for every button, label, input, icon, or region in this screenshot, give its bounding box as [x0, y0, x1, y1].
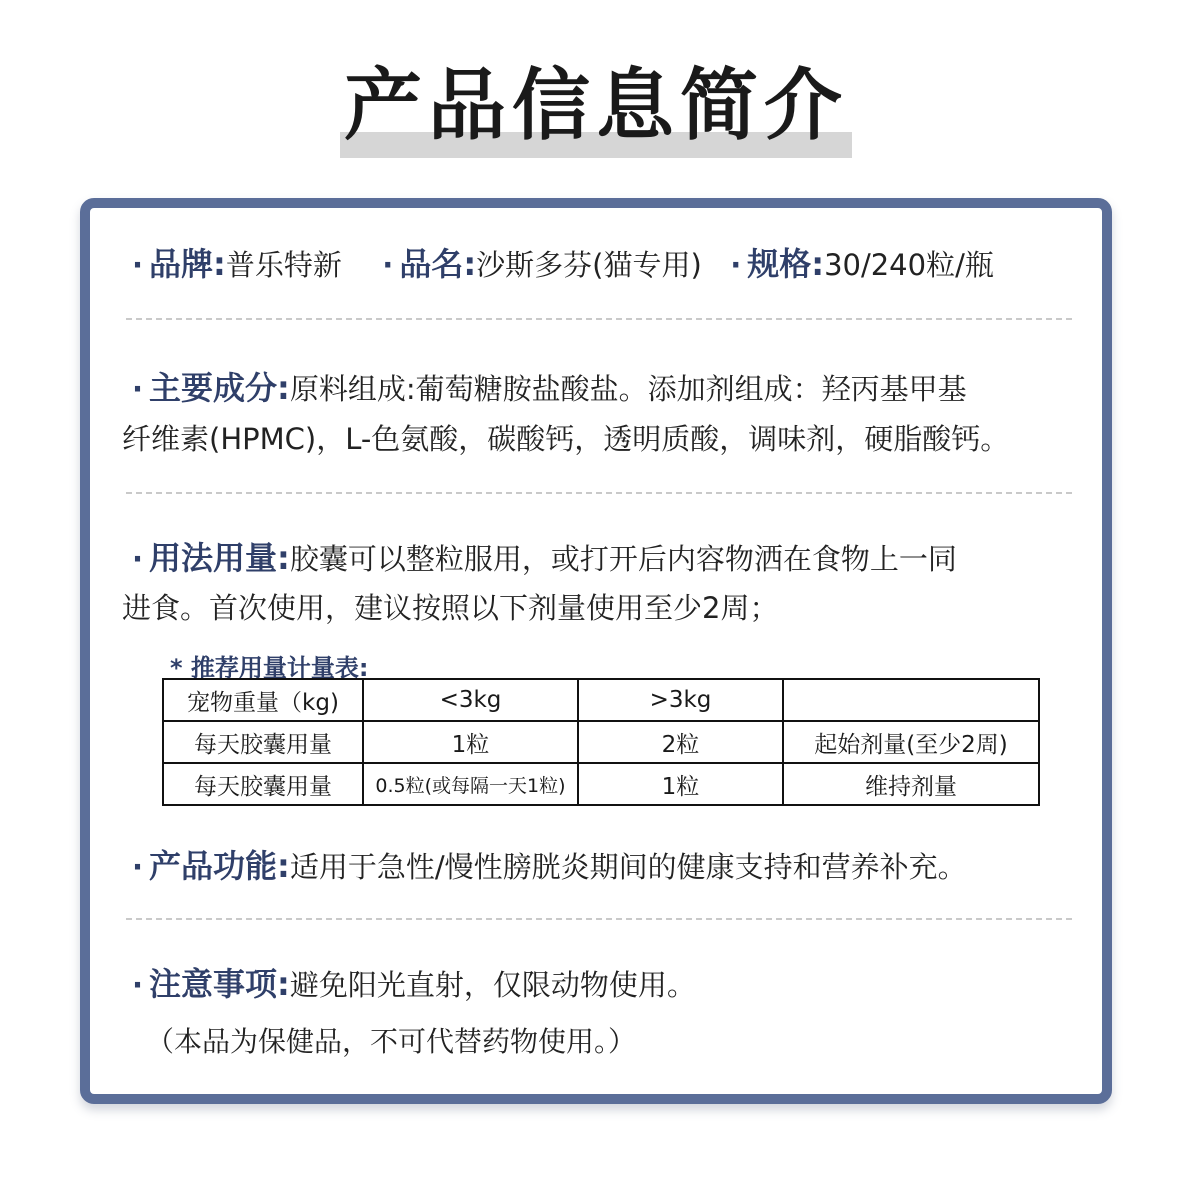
info-card — [80, 198, 1112, 1104]
divider — [126, 318, 1072, 320]
brand-key: 品牌 — [149, 245, 214, 283]
spec-value: 30/240粒/瓶 — [824, 248, 994, 282]
bullet-dot: · — [132, 372, 144, 406]
title-area — [0, 58, 1192, 154]
bullet-dot: · — [382, 248, 394, 282]
brand-value: 普乐特新 — [225, 248, 342, 282]
table-note: * 推荐用量计量表: — [170, 654, 369, 682]
notice-line — [132, 966, 696, 1003]
bullet-dot: · — [132, 850, 144, 884]
table-cell: 每天胶囊用量 — [163, 763, 363, 805]
notice-value: 避免阳光直射，仅限动物使用。 — [289, 968, 696, 1002]
bullet-dot: · — [730, 248, 742, 282]
page-title-text: 产品信息简介 — [343, 61, 848, 151]
basic-info-line — [132, 246, 994, 283]
table-row — [163, 721, 1039, 763]
usage-text-2: 进食。首次使用，建议按照以下剂量使用至少2周； — [122, 591, 779, 625]
product-name-value: 沙斯多芬(猫专用) — [476, 248, 702, 282]
ingredients-line-1 — [132, 370, 967, 407]
table-cell: 2粒 — [578, 721, 783, 763]
colon: : — [277, 847, 290, 885]
table-cell: 起始剂量(至少2周) — [783, 721, 1039, 763]
notice-disclaimer: （本品为保健品，不可代替药物使用。） — [146, 1025, 637, 1058]
bullet-dot: · — [132, 968, 144, 1002]
dosage-table — [162, 678, 1040, 806]
function-line — [132, 848, 967, 885]
colon: : — [463, 245, 477, 283]
spec-key: 规格 — [747, 245, 812, 283]
table-row — [163, 679, 1039, 721]
usage-line-2 — [122, 590, 778, 626]
ingredients-line-2 — [122, 421, 1009, 457]
ingredients-text-2: 纤维素(HPMC)，L-色氨酸，碳酸钙，透明质酸，调味剂，硬脂酸钙。 — [122, 422, 1010, 456]
product-name-key: 品名 — [399, 245, 464, 283]
table-cell: <3kg — [363, 679, 578, 721]
colon: : — [811, 245, 825, 283]
ingredients-key: 主要成分 — [149, 369, 278, 407]
function-value: 适用于急性/慢性膀胱炎期间的健康支持和营养补充。 — [289, 850, 967, 884]
table-cell: 0.5粒(或每隔一天1粒) — [363, 763, 578, 805]
usage-key: 用法用量 — [149, 539, 278, 577]
colon: : — [277, 369, 290, 407]
table-cell: 维持剂量 — [783, 763, 1039, 805]
bullet-dot: · — [132, 542, 144, 576]
page-title — [340, 58, 852, 154]
table-cell: 宠物重量（kg) — [163, 679, 363, 721]
table-cell — [783, 679, 1039, 721]
table-cell: 每天胶囊用量 — [163, 721, 363, 763]
colon: : — [277, 965, 290, 1003]
ingredients-text-1: 原料组成:葡萄糖胺盐酸盐。添加剂组成：羟丙基甲基 — [289, 372, 967, 406]
table-cell: 1粒 — [578, 763, 783, 805]
table-cell: >3kg — [578, 679, 783, 721]
divider — [126, 492, 1072, 494]
usage-text-1: 胶囊可以整粒服用，或打开后内容物洒在食物上一同 — [289, 542, 957, 576]
usage-line-1 — [132, 540, 957, 577]
function-key: 产品功能 — [149, 847, 278, 885]
notice-key: 注意事项 — [149, 965, 278, 1003]
bullet-dot: · — [132, 248, 144, 282]
table-row — [163, 763, 1039, 805]
divider — [126, 918, 1072, 920]
colon: : — [277, 539, 290, 577]
colon: : — [213, 245, 226, 283]
table-cell: 1粒 — [363, 721, 578, 763]
